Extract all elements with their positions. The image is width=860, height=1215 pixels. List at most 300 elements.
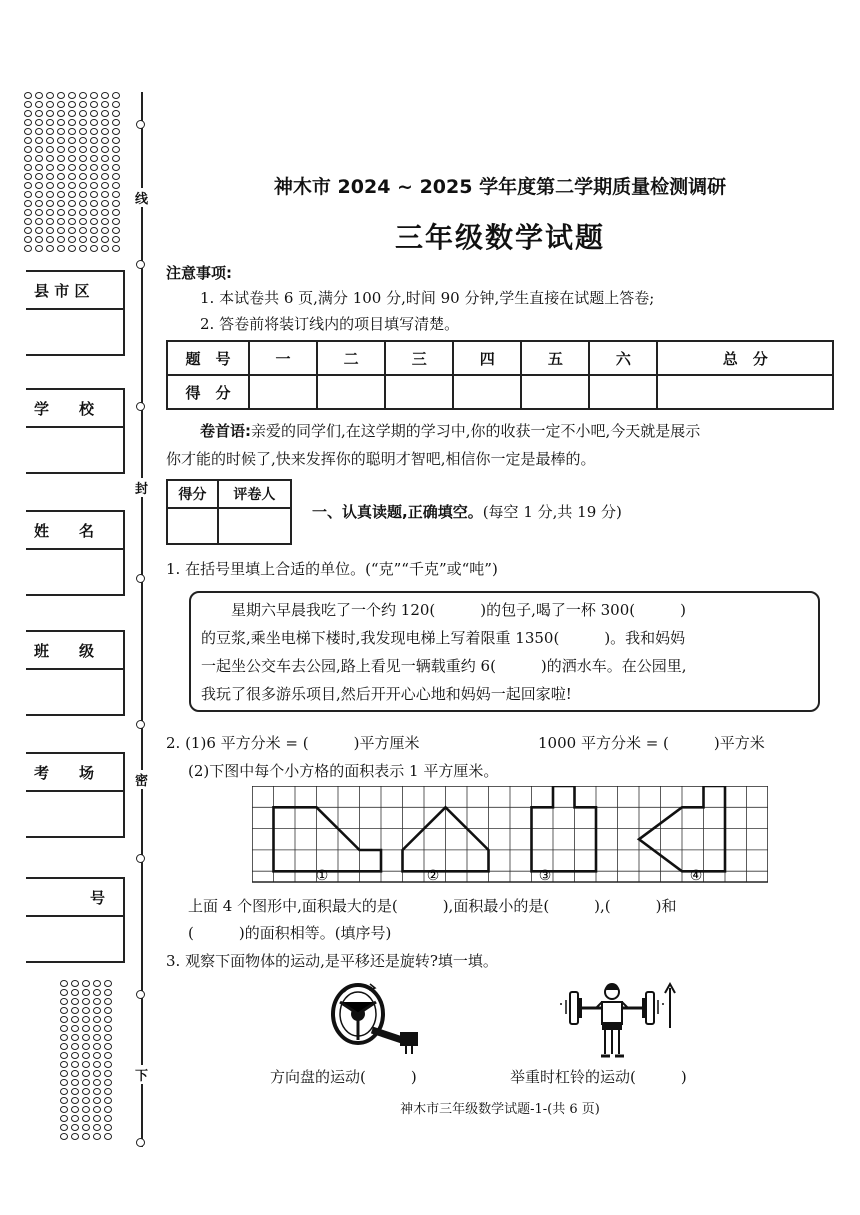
binding-dot	[82, 998, 90, 1005]
binding-dot	[104, 1061, 112, 1068]
binding-hole	[136, 260, 145, 269]
binding-dot	[101, 182, 109, 189]
binding-dot	[90, 164, 98, 171]
q2-part2: (2)下图中每个小方格的面积表示 1 平方厘米。	[188, 762, 499, 780]
binding-hole	[136, 854, 145, 863]
score-cell[interactable]	[385, 375, 453, 409]
binding-dot	[24, 227, 32, 234]
field-class[interactable]	[26, 630, 125, 716]
grader-name-cell[interactable]	[218, 508, 291, 544]
binding-dot	[24, 182, 32, 189]
binding-char: 封	[135, 478, 148, 497]
binding-dot	[82, 1133, 90, 1140]
binding-dot	[90, 101, 98, 108]
binding-dot	[112, 92, 120, 99]
field-label: 学 校	[26, 390, 123, 428]
shape-label: ②	[426, 868, 440, 884]
binding-dot	[68, 128, 76, 135]
binding-dot	[104, 1133, 112, 1140]
binding-dot	[112, 119, 120, 126]
binding-dot	[82, 1115, 90, 1122]
binding-dot	[57, 128, 65, 135]
binding-dot	[104, 980, 112, 987]
score-table-col: 一	[249, 341, 317, 375]
q3-item: 方向盘的运动( )	[270, 1068, 417, 1086]
binding-dot	[112, 155, 120, 162]
binding-dot	[24, 155, 32, 162]
score-cell[interactable]	[249, 375, 317, 409]
binding-dot	[24, 236, 32, 243]
binding-hole	[136, 720, 145, 729]
binding-dot	[79, 173, 87, 180]
binding-dot	[71, 1133, 79, 1140]
grader-box	[166, 479, 292, 545]
binding-dot	[68, 209, 76, 216]
binding-dot	[35, 218, 43, 225]
score-table-col: 三	[385, 341, 453, 375]
binding-dot	[60, 1034, 68, 1041]
binding-dot	[101, 101, 109, 108]
binding-dot	[93, 1106, 101, 1113]
binding-dot	[112, 200, 120, 207]
binding-dot	[60, 1016, 68, 1023]
binding-dot	[71, 1106, 79, 1113]
shape-label: ③	[538, 868, 552, 884]
binding-dot	[93, 1025, 101, 1032]
binding-dots-top	[24, 92, 123, 254]
binding-dot	[104, 1088, 112, 1095]
binding-dot	[24, 164, 32, 171]
binding-dot	[71, 1061, 79, 1068]
binding-dot	[57, 227, 65, 234]
binding-dot	[35, 119, 43, 126]
binding-dot	[101, 164, 109, 171]
binding-dot	[79, 146, 87, 153]
binding-dot	[104, 1079, 112, 1086]
weightlifter-picture	[558, 978, 680, 1062]
binding-dot	[46, 245, 54, 252]
binding-dot	[71, 1070, 79, 1077]
binding-dot	[93, 989, 101, 996]
binding-dot	[101, 173, 109, 180]
binding-dot	[46, 209, 54, 216]
binding-dot	[112, 227, 120, 234]
binding-dot	[46, 92, 54, 99]
binding-dot	[68, 182, 76, 189]
binding-dot	[101, 128, 109, 135]
q2-answer: 上面 4 个图形中,面积最大的是( ),面积最小的是( ),( )和	[188, 897, 677, 915]
binding-dot	[60, 980, 68, 987]
binding-dot	[112, 236, 120, 243]
binding-dot	[57, 119, 65, 126]
binding-dot	[24, 119, 32, 126]
binding-dot	[90, 119, 98, 126]
preface	[200, 420, 700, 441]
binding-dot	[104, 989, 112, 996]
binding-dot	[79, 218, 87, 225]
binding-dot	[90, 137, 98, 144]
binding-dot	[57, 245, 65, 252]
binding-dot	[104, 1016, 112, 1023]
binding-dot	[112, 218, 120, 225]
binding-dot	[90, 146, 98, 153]
binding-dot	[104, 1106, 112, 1113]
binding-dot	[35, 209, 43, 216]
binding-dot	[68, 137, 76, 144]
binding-dot	[104, 1043, 112, 1050]
binding-dot	[35, 173, 43, 180]
binding-dot	[101, 137, 109, 144]
binding-dot	[79, 236, 87, 243]
binding-dot	[24, 191, 32, 198]
binding-dot	[24, 209, 32, 216]
binding-dot	[24, 218, 32, 225]
binding-dot	[71, 1124, 79, 1131]
score-cell[interactable]	[453, 375, 521, 409]
binding-dot	[46, 137, 54, 144]
shape-label: ④	[689, 868, 703, 884]
binding-dot	[82, 1007, 90, 1014]
binding-dot	[57, 92, 65, 99]
binding-dot	[71, 1097, 79, 1104]
q1-line: 星期六早晨我吃了一个约 120( )的包子,喝了一杯 300( )	[201, 601, 686, 619]
binding-dot	[46, 110, 54, 117]
binding-dot	[101, 92, 109, 99]
q2-answer: ( )的面积相等。(填序号)	[188, 924, 392, 942]
binding-line	[141, 92, 143, 1147]
binding-dot	[104, 998, 112, 1005]
binding-dot	[79, 110, 87, 117]
binding-dot	[79, 92, 87, 99]
binding-dot	[24, 146, 32, 153]
score-cell[interactable]	[657, 375, 833, 409]
binding-dot	[104, 1097, 112, 1104]
binding-dot	[71, 1025, 79, 1032]
binding-dot	[112, 245, 120, 252]
binding-dot	[90, 110, 98, 117]
binding-hole	[136, 990, 145, 999]
binding-dot	[79, 137, 87, 144]
binding-dot	[35, 200, 43, 207]
notice-item: 1. 本试卷共 6 页,满分 100 分,时间 90 分钟,学生直接在试题上答卷;	[200, 289, 655, 307]
binding-dot	[46, 128, 54, 135]
page-footer: 神木市三年级数学试题-1-(共 6 页)	[400, 1102, 600, 1117]
notice-item: 2. 答卷前将装订线内的项目填写清楚。	[200, 315, 460, 333]
binding-dot	[60, 1079, 68, 1086]
binding-dot	[60, 1097, 68, 1104]
binding-dot	[60, 1070, 68, 1077]
binding-dot	[93, 998, 101, 1005]
binding-dot	[68, 200, 76, 207]
binding-dot	[24, 110, 32, 117]
field-county[interactable]	[26, 270, 125, 356]
binding-dot	[71, 980, 79, 987]
binding-dot	[79, 245, 87, 252]
section1-title: 一、认真读题,正确填空。	[312, 503, 483, 521]
binding-dot	[71, 1007, 79, 1014]
binding-dot	[46, 155, 54, 162]
binding-dot	[35, 128, 43, 135]
binding-dot	[104, 1025, 112, 1032]
score-table-col: 五	[521, 341, 589, 375]
binding-dot	[57, 173, 65, 180]
binding-dot	[82, 1097, 90, 1104]
score-table-col: 总 分	[657, 341, 833, 375]
binding-dot	[68, 173, 76, 180]
notice-heading: 注意事项:	[166, 264, 232, 282]
binding-dot	[101, 218, 109, 225]
binding-dot	[24, 245, 32, 252]
q1-prompt: 1. 在括号里填上合适的单位。(“克”“千克”或“吨”)	[166, 560, 498, 578]
binding-dot	[90, 200, 98, 207]
field-label: 号	[26, 879, 123, 917]
binding-dot	[82, 1088, 90, 1095]
binding-dot	[93, 1070, 101, 1077]
binding-dot	[60, 1052, 68, 1059]
binding-dot	[90, 128, 98, 135]
binding-dot	[57, 236, 65, 243]
field-label: 班 级	[26, 632, 123, 670]
q3-item: 举重时杠铃的运动( )	[510, 1068, 687, 1086]
q1-line: 我玩了很多游乐项目,然后开开心心地和妈妈一起回家啦!	[201, 685, 572, 703]
field-school[interactable]	[26, 388, 125, 474]
binding-dot	[71, 998, 79, 1005]
binding-dot	[112, 164, 120, 171]
binding-dot	[79, 182, 87, 189]
binding-dot	[35, 110, 43, 117]
binding-dot	[112, 146, 120, 153]
binding-dot	[60, 1043, 68, 1050]
binding-dot	[35, 155, 43, 162]
binding-dot	[79, 164, 87, 171]
binding-dot	[60, 1133, 68, 1140]
score-cell[interactable]	[521, 375, 589, 409]
binding-dot	[57, 155, 65, 162]
binding-dot	[35, 146, 43, 153]
binding-dot	[24, 92, 32, 99]
field-label: 考 场	[26, 754, 123, 792]
exam-title: 神木市 2024 ~ 2025 学年度第二学期质量检测调研	[273, 176, 727, 198]
binding-dot	[57, 101, 65, 108]
binding-dot	[71, 1034, 79, 1041]
binding-hole	[136, 574, 145, 583]
score-table	[166, 340, 834, 410]
shape-label: ①	[315, 868, 329, 884]
binding-dot	[82, 1034, 90, 1041]
q2-part1a: 2. (1)6 平方分米 = ( )平方厘米	[166, 734, 420, 752]
binding-dot	[57, 164, 65, 171]
binding-dot	[82, 1079, 90, 1086]
binding-dot	[68, 110, 76, 117]
binding-dot	[112, 209, 120, 216]
score-table-header: 得 分	[167, 375, 249, 409]
binding-dot	[93, 1088, 101, 1095]
binding-dot	[35, 191, 43, 198]
binding-dot	[101, 119, 109, 126]
binding-dot	[68, 101, 76, 108]
binding-dot	[112, 101, 120, 108]
binding-dot	[35, 137, 43, 144]
binding-dot	[68, 218, 76, 225]
binding-char: 密	[135, 770, 148, 789]
binding-dot	[93, 1097, 101, 1104]
binding-dot	[101, 146, 109, 153]
binding-dot	[35, 227, 43, 234]
binding-dot	[71, 1088, 79, 1095]
binding-dot	[24, 200, 32, 207]
binding-dot	[101, 110, 109, 117]
binding-dot	[101, 155, 109, 162]
binding-dot	[71, 1043, 79, 1050]
binding-dot	[93, 1007, 101, 1014]
binding-dot	[90, 191, 98, 198]
binding-dot	[101, 236, 109, 243]
binding-dot	[79, 119, 87, 126]
binding-dot	[82, 989, 90, 996]
binding-dot	[57, 218, 65, 225]
field-seat-number[interactable]	[26, 877, 125, 963]
binding-dot	[101, 200, 109, 207]
field-exam-room[interactable]	[26, 752, 125, 838]
binding-dot	[68, 245, 76, 252]
binding-dot	[68, 236, 76, 243]
binding-dot	[68, 227, 76, 234]
binding-dot	[104, 1115, 112, 1122]
binding-dot	[35, 164, 43, 171]
binding-dot	[101, 191, 109, 198]
binding-dot	[93, 1133, 101, 1140]
score-table-col: 四	[453, 341, 521, 375]
binding-hole	[136, 402, 145, 411]
binding-dot	[93, 1124, 101, 1131]
binding-dot	[112, 137, 120, 144]
binding-dot	[90, 182, 98, 189]
binding-dot	[24, 101, 32, 108]
binding-dots-bottom	[60, 980, 115, 1142]
q1-reading-box	[189, 591, 820, 712]
binding-dot	[24, 137, 32, 144]
binding-dot	[57, 146, 65, 153]
binding-dot	[79, 209, 87, 216]
binding-dot	[79, 155, 87, 162]
binding-dot	[90, 173, 98, 180]
binding-dot	[57, 200, 65, 207]
binding-dot	[104, 1052, 112, 1059]
binding-dot	[93, 1079, 101, 1086]
binding-dot	[60, 1007, 68, 1014]
binding-dot	[60, 1088, 68, 1095]
binding-dot	[82, 980, 90, 987]
binding-dot	[60, 1025, 68, 1032]
binding-dot	[35, 236, 43, 243]
binding-char: 下	[135, 1065, 148, 1084]
preface-text: 你才能的时候了,快来发挥你的聪明才智吧,相信你一定是最棒的。	[166, 450, 596, 468]
binding-dot	[57, 182, 65, 189]
field-label: 姓 名	[26, 512, 123, 550]
binding-dot	[68, 92, 76, 99]
binding-dot	[71, 1016, 79, 1023]
binding-dot	[90, 209, 98, 216]
score-table-header: 题 号	[167, 341, 249, 375]
binding-dot	[71, 1115, 79, 1122]
binding-dot	[71, 1052, 79, 1059]
binding-hole	[136, 120, 145, 129]
binding-dot	[46, 119, 54, 126]
binding-dot	[93, 1115, 101, 1122]
binding-dot	[57, 137, 65, 144]
binding-dot	[112, 110, 120, 117]
binding-dot	[68, 155, 76, 162]
grader-name-label: 评卷人	[218, 480, 291, 508]
binding-dot	[93, 1052, 101, 1059]
score-cell[interactable]	[589, 375, 657, 409]
binding-dot	[82, 1124, 90, 1131]
binding-dot	[104, 1034, 112, 1041]
binding-dot	[60, 1124, 68, 1131]
binding-dot	[35, 245, 43, 252]
binding-dot	[90, 236, 98, 243]
score-cell[interactable]	[317, 375, 385, 409]
binding-dot	[112, 173, 120, 180]
binding-dot	[93, 1061, 101, 1068]
binding-dot	[82, 1052, 90, 1059]
binding-dot	[79, 101, 87, 108]
grader-score-cell[interactable]	[167, 508, 218, 544]
binding-dot	[112, 128, 120, 135]
binding-dot	[68, 146, 76, 153]
binding-dot	[82, 1016, 90, 1023]
binding-dot	[79, 191, 87, 198]
binding-dot	[82, 1043, 90, 1050]
score-table-col: 二	[317, 341, 385, 375]
binding-dot	[112, 182, 120, 189]
binding-dot	[60, 989, 68, 996]
field-name[interactable]	[26, 510, 125, 596]
binding-dot	[46, 182, 54, 189]
area-grid-figure	[252, 786, 768, 884]
binding-dot	[68, 119, 76, 126]
binding-dot	[82, 1106, 90, 1113]
binding-dot	[71, 1079, 79, 1086]
binding-dot	[24, 173, 32, 180]
binding-dot	[90, 218, 98, 225]
section1-note: (每空 1 分,共 19 分)	[482, 503, 622, 521]
binding-dot	[90, 245, 98, 252]
binding-dot	[101, 245, 109, 252]
q2-part1b: 1000 平方分米 = ( )平方米	[538, 734, 765, 752]
binding-dot	[35, 92, 43, 99]
score-table-col: 六	[589, 341, 657, 375]
binding-dot	[46, 236, 54, 243]
grader-score-label: 得分	[167, 480, 218, 508]
binding-dot	[82, 1070, 90, 1077]
binding-dot	[46, 200, 54, 207]
binding-dot	[60, 1061, 68, 1068]
field-label: 县 市 区	[26, 272, 123, 310]
binding-dot	[93, 980, 101, 987]
binding-dot	[46, 227, 54, 234]
binding-char: 线	[135, 188, 148, 207]
q1-line: 一起坐公交车去公园,路上看见一辆载重约 6( )的洒水车。在公园里,	[201, 657, 687, 675]
binding-dot	[46, 101, 54, 108]
binding-dot	[79, 128, 87, 135]
binding-dot	[90, 227, 98, 234]
shape-1	[274, 807, 382, 871]
q3-prompt: 3. 观察下面物体的运动,是平移还是旋转?填一填。	[166, 952, 498, 970]
binding-hole	[136, 1138, 145, 1147]
preface-text: 亲爱的同学们,在这学期的学习中,你的收获一定不小吧,今天就是展示	[251, 422, 701, 440]
binding-dot	[90, 92, 98, 99]
